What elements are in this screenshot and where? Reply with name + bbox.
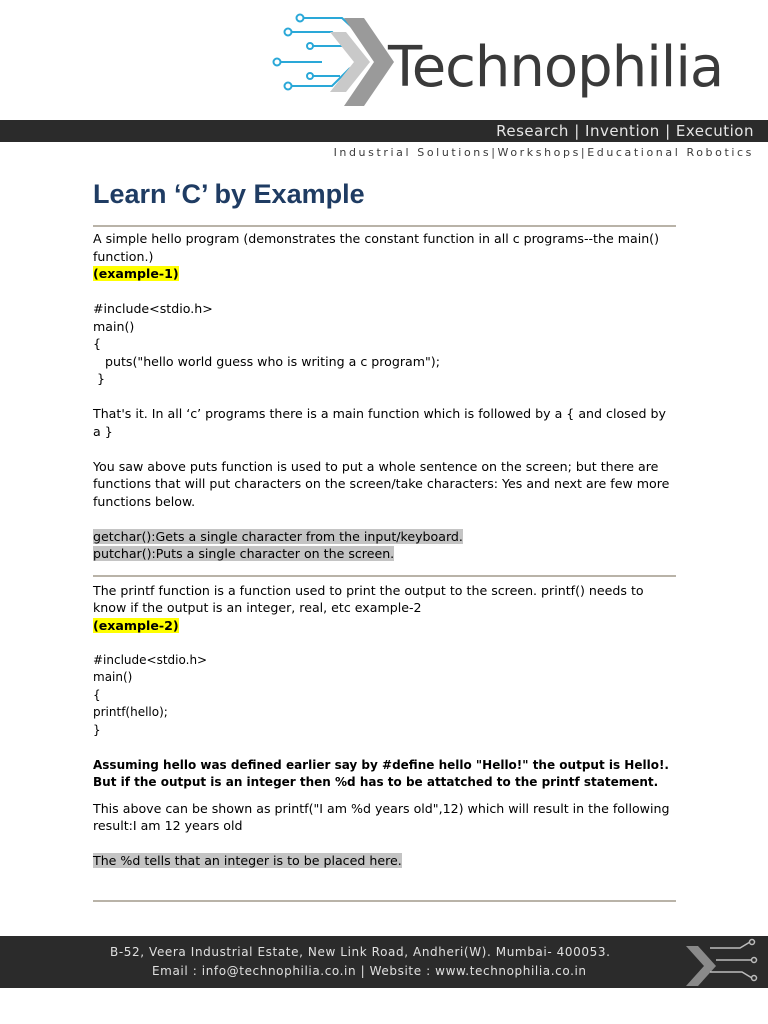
- letterhead: [0, 0, 768, 120]
- getchar-line: getchar():Gets a single character from the input/keyboard.: [93, 528, 463, 544]
- code-line: #include<stdio.h>: [93, 652, 208, 667]
- code-block-2: [93, 652, 676, 740]
- printf-paragraph: The printf function is a function used to print the output to the screen. printf() needs to know if the output is an integer, real, etc example-2: [93, 582, 644, 615]
- code-line: {: [93, 336, 102, 351]
- page-title: Learn ‘C’ by Example: [93, 179, 365, 209]
- putchar-line: putchar():Puts a single character on the screen.: [93, 546, 395, 561]
- code-block-1: [93, 300, 676, 388]
- percent-d-line: The %d tells that an integer is to be placed here.: [93, 853, 402, 868]
- example-1-label: (example-1): [93, 266, 179, 281]
- code-line: main(): [93, 670, 133, 684]
- code-line: main(): [93, 318, 135, 334]
- code-line: puts("hello world guess who is writing a c program");: [93, 353, 440, 369]
- footer-circuit-logo-icon: [680, 936, 760, 988]
- intro-paragraph: A simple hello program (demonstrates the constant function in all c programs--the main() function.): [93, 231, 660, 264]
- main-function-paragraph: That's it. In all ‘c’ programs there is a main function which is followed by a { and closed by a }: [93, 406, 666, 439]
- code-line: }: [93, 722, 101, 737]
- sub-tagline: Industrial Solutions|Workshops|Educational Robotics: [333, 146, 754, 159]
- circuit-logo-icon: [272, 10, 402, 110]
- assuming-paragraph: Assuming hello was defined earlier say by #define hello "Hello!" the output is Hello!. But if the output is an integer then %d has to be attatched to the printf statement.: [93, 757, 669, 789]
- code-line: #include<stdio.h>: [93, 301, 213, 316]
- shown-paragraph: This above can be shown as printf("I am %d years old",12) which will result in the following result:I am 12 years old: [93, 800, 670, 833]
- example-2-label: (example-2): [93, 617, 179, 633]
- footer-contact: Email : info@technophilia.co.in | Website : www.technophilia.co.in: [152, 964, 587, 978]
- footer-address: B-52, Veera Industrial Estate, New Link Road, Andheri(W). Mumbai- 400053.: [110, 945, 611, 959]
- header-bar: [0, 120, 768, 142]
- puts-paragraph: You saw above puts function is used to put a whole sentence on the screen; but there are functions that will put characters on the screen/take characters: Yes and next are few more functions below.: [93, 458, 670, 509]
- code-line: }: [93, 371, 106, 386]
- document-body: [93, 175, 676, 902]
- code-line: printf(hello);: [93, 705, 168, 719]
- divider: [93, 900, 676, 902]
- tagline: Research | Invention | Execution: [496, 122, 754, 140]
- code-line: {: [93, 687, 101, 702]
- logo-wordmark: Technophilia: [388, 35, 724, 100]
- footer-bar: [0, 936, 768, 988]
